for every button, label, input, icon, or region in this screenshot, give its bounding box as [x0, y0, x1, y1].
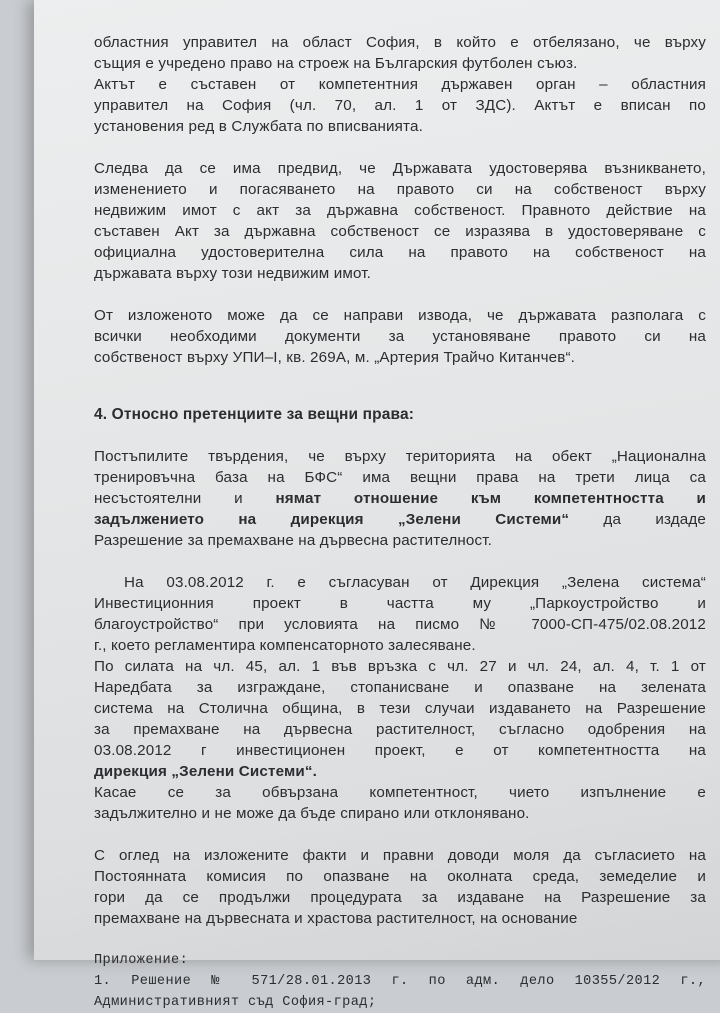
text-line: премахване на дървесната и храстова растителност, на основание — [94, 910, 578, 927]
appendix-title: Приложение: — [94, 953, 189, 968]
text-line: несъстоятелни и нямат отношение към компетентността и — [94, 490, 706, 507]
text-line: официална удостоверителна сила на правото на собственост на — [94, 244, 706, 261]
text-line: Касае се за обвързана компетентност, чието изпълнение е — [94, 784, 706, 801]
appendix-item: Административният съд София-град; — [94, 995, 377, 1010]
text-line: тренировъчна база на БФС“ има вещни права на трети лица са — [94, 469, 706, 486]
text-line: изменението и погасяването на правото си на собственост върху — [94, 181, 706, 198]
section-heading: 4. Относно претенциите за вещни права: — [94, 406, 415, 423]
text-line: дирекция „Зелени Системи“. — [94, 763, 317, 780]
text-line: система на Столична община, в тези случаи издаването на Разрешение — [94, 700, 706, 717]
text-line: Разрешение за премахване на дървесна растителност. — [94, 532, 492, 549]
text-line: за премахване на дървесна растителност, съгласно одобрения на — [94, 721, 706, 738]
text-line: На 03.08.2012 г. е съгласуван от Дирекция „Зелена система“ — [124, 574, 706, 591]
paragraph-state-ownership — [94, 158, 706, 284]
text-line: държавата върху този недвижим имот. — [94, 265, 371, 282]
text-line: Постъпилите твърдения, че върху територията на обект „Национална — [94, 448, 706, 465]
text-line: установения ред в Службата по вписванията. — [94, 118, 423, 135]
text-line: благоустройство“ при условията на писмо № 7000-СП-475/02.08.2012 — [94, 616, 706, 633]
text-line: Постоянната комисия по опазване на околната среда, земеделие и — [94, 868, 706, 885]
paragraph-act-registration — [94, 32, 706, 137]
text-line: Следва да се има предвид, че Държавата удостоверява възникването, — [94, 160, 706, 177]
text-line: По силата на чл. 45, ал. 1 във връзка с чл. 27 и чл. 24, ал. 4, т. 1 от — [94, 658, 706, 675]
bold-text: дирекция „Зелени Системи“ — [94, 763, 313, 780]
text-line: Актът е съставен от компетентния държавен орган – областния — [94, 76, 706, 93]
text-line: задължението на дирекция „Зелени Системи“ да издаде — [94, 511, 706, 528]
appendix-item: 1. Решение № 571/28.01.2013 г. по адм. дело 10355/2012 г., — [94, 974, 706, 989]
text-line: С оглед на изложените факти и правни доводи моля да съгласието на — [94, 847, 706, 864]
paragraph-conclusion — [94, 305, 706, 368]
text-line: областния управител на област София, в който е отбелязано, че върху — [94, 34, 706, 51]
text-line: собственост върху УПИ–I, кв. 269А, м. „Артерия Трайчо Китанчев“. — [94, 349, 576, 366]
text-line: съставен Акт за държавна собственост се изразява в удостоверяване с — [94, 223, 706, 240]
text-line: управител на София (чл. 70, ал. 1 от ЗДС). Актът е вписан по — [94, 97, 706, 114]
paragraph-property-claims — [94, 446, 706, 551]
document-body — [94, 32, 706, 1013]
document-page — [34, 0, 720, 1010]
bold-text: нямат отношение към компетентността и — [275, 490, 706, 507]
text-line: Инвестиционния проект в частта му „Паркоустройство и — [94, 595, 706, 612]
paragraph-request — [94, 845, 706, 929]
text-line: От изложеното може да се направи извода, че държавата разполага с — [94, 307, 706, 324]
text-line: същия е учредено право на строеж на Българския футболен съюз. — [94, 55, 578, 72]
text-line: недвижим имот с акт за държавна собственост. Правното действие на — [94, 202, 706, 219]
text-line: гори да се продължи процедурата за издаване на Разрешение за — [94, 889, 706, 906]
text-line: задължително и не може да бъде спирано или отклонявано. — [94, 805, 530, 822]
text-line: г., което регламентира компенсаторното залесяване. — [94, 637, 476, 654]
text-line: 03.08.2012 г инвестиционен проект, е от компетентността на — [94, 742, 706, 759]
bold-text: задължението на дирекция „Зелени Системи“ — [94, 511, 570, 528]
appendix — [94, 950, 706, 1013]
paragraph-project-approval — [94, 572, 706, 824]
text-line: Наредбата за изграждане, стопанисване и опазване на зелената — [94, 679, 706, 696]
text-line: всички необходими документи за установяване правото си на — [94, 328, 706, 345]
